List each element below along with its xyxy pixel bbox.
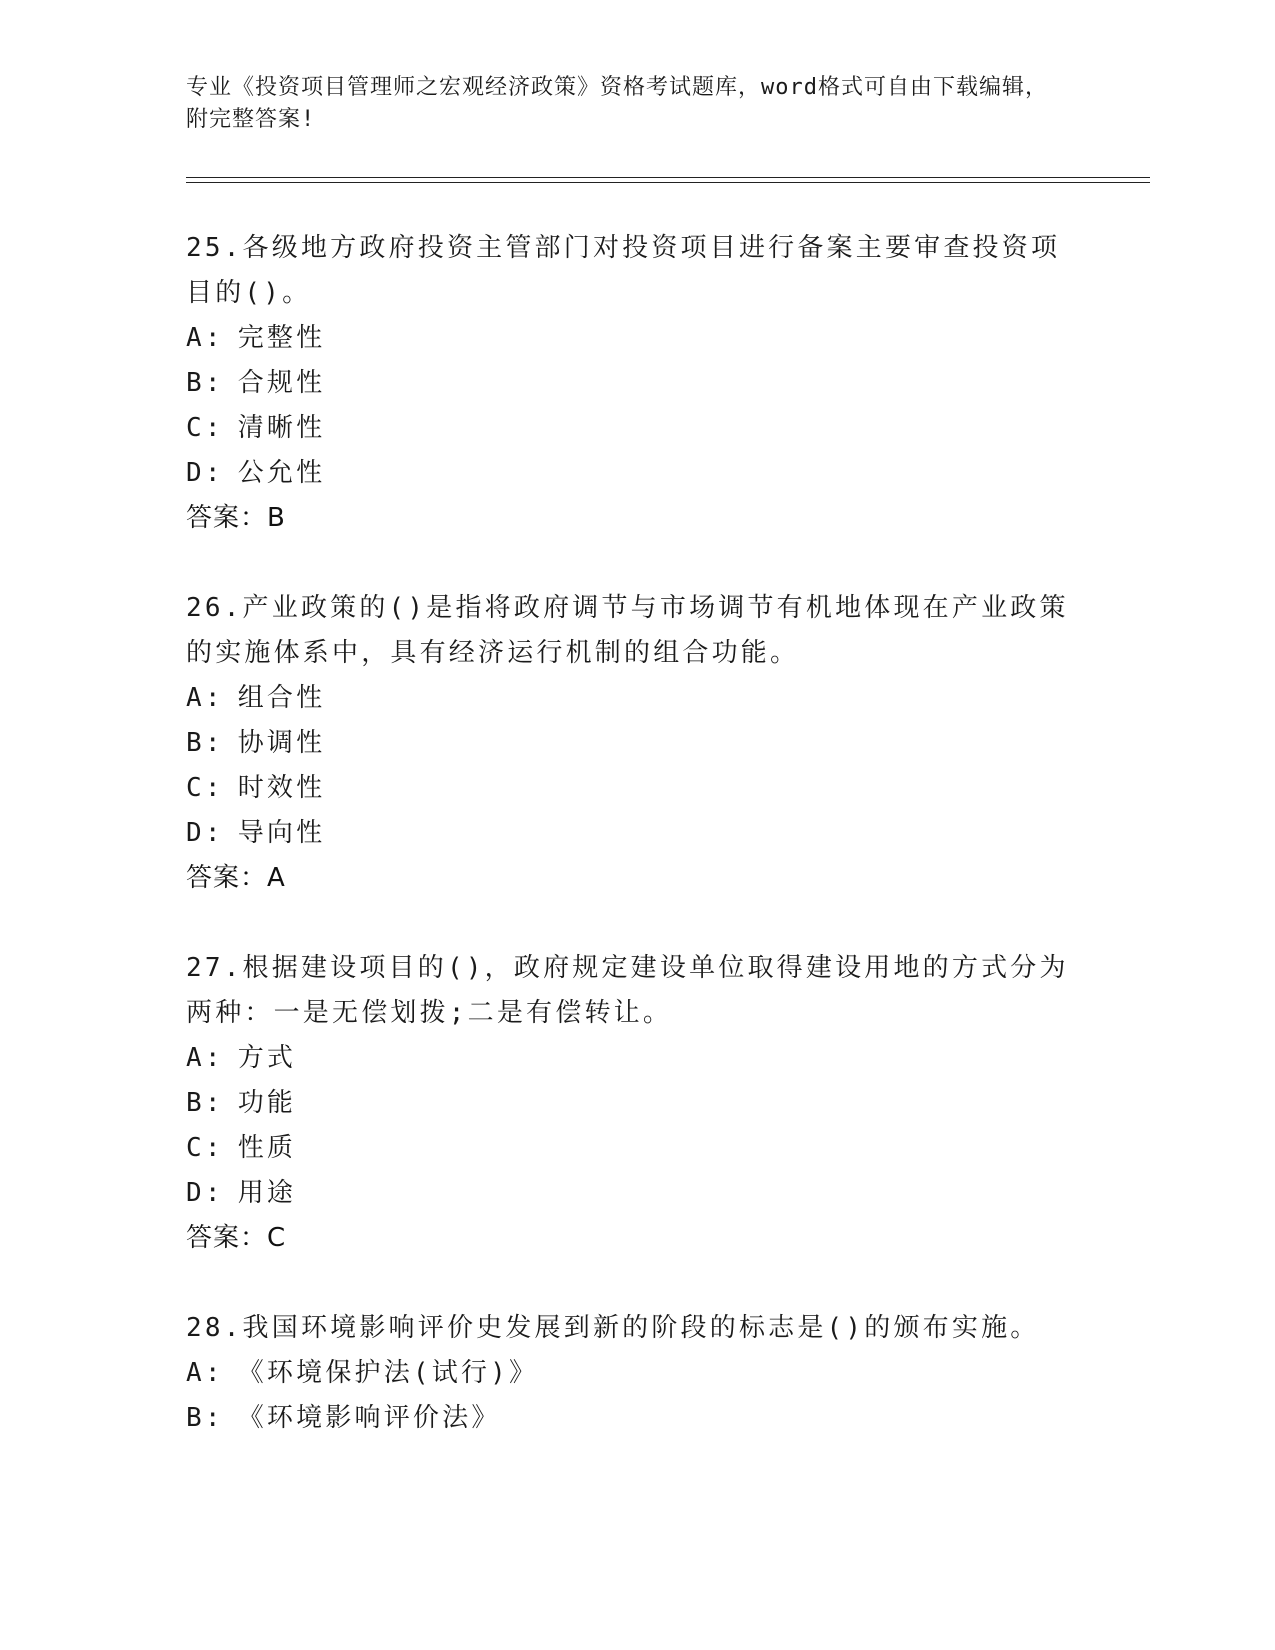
option-text: 方式 (237, 1043, 297, 1073)
option-d (186, 1171, 1076, 1216)
question-stem: 27.根据建设项目的()，政府规定建设单位取得建设用地的方式分为两种：一是无偿划拨;二是有偿转让。 (186, 953, 1069, 1028)
option-text: 公允性 (237, 458, 326, 488)
option-a (186, 1036, 1076, 1081)
option-c (186, 406, 1076, 451)
option-text: 性质 (237, 1133, 297, 1163)
option-text: 清晰性 (237, 413, 326, 443)
option-text: 《环境影响评价法》 (237, 1403, 501, 1433)
question-stem: 25.各级地方政府投资主管部门对投资项目进行备案主要审查投资项目的()。 (186, 233, 1061, 308)
header-divider-top (186, 177, 1150, 178)
option-key: A: (186, 1358, 224, 1388)
option-key: B: (186, 1088, 224, 1118)
option-b (186, 721, 1076, 766)
option-key: A: (186, 683, 224, 713)
option-text: 组合性 (237, 683, 326, 713)
option-d (186, 451, 1076, 496)
option-b (186, 361, 1076, 406)
question-26 (186, 586, 1076, 901)
option-key: C: (186, 1133, 224, 1163)
option-c (186, 766, 1076, 811)
answer-line: 答案：A (186, 863, 286, 893)
option-key: D: (186, 458, 224, 488)
question-28 (186, 1306, 1076, 1441)
header-intro-text: 专业《投资项目管理师之宏观经济政策》资格考试题库，word格式可自由下载编辑，附完整答案! (186, 75, 1048, 132)
question-stem: 26.产业政策的()是指将政府调节与市场调节有机地体现在产业政策的实施体系中，具有经济运行机制的组合功能。 (186, 593, 1069, 668)
option-key: B: (186, 368, 224, 398)
option-text: 功能 (237, 1088, 297, 1118)
option-c (186, 1126, 1076, 1171)
option-b (186, 1081, 1076, 1126)
header-divider-bottom (186, 182, 1150, 183)
option-text: 导向性 (237, 818, 326, 848)
option-text: 用途 (237, 1178, 297, 1208)
option-d (186, 811, 1076, 856)
option-a (186, 1351, 1076, 1396)
option-text: 完整性 (237, 323, 326, 353)
option-text: 协调性 (237, 728, 326, 758)
answer-line: 答案：B (186, 503, 286, 533)
option-key: A: (186, 1043, 224, 1073)
answer-line: 答案：C (186, 1223, 287, 1253)
question-stem: 28.我国环境影响评价史发展到新的阶段的标志是()的颁布实施。 (186, 1313, 1040, 1343)
option-key: B: (186, 728, 224, 758)
question-27 (186, 946, 1076, 1261)
option-text: 合规性 (237, 368, 326, 398)
option-key: C: (186, 413, 224, 443)
option-a (186, 676, 1076, 721)
option-a (186, 316, 1076, 361)
question-25 (186, 226, 1076, 541)
option-text: 时效性 (237, 773, 326, 803)
option-key: A: (186, 323, 224, 353)
document-header (186, 72, 1066, 136)
option-key: C: (186, 773, 224, 803)
option-key: D: (186, 1178, 224, 1208)
option-key: B: (186, 1403, 224, 1433)
option-key: D: (186, 818, 224, 848)
option-text: 《环境保护法(试行)》 (237, 1358, 539, 1388)
option-b (186, 1396, 1076, 1441)
